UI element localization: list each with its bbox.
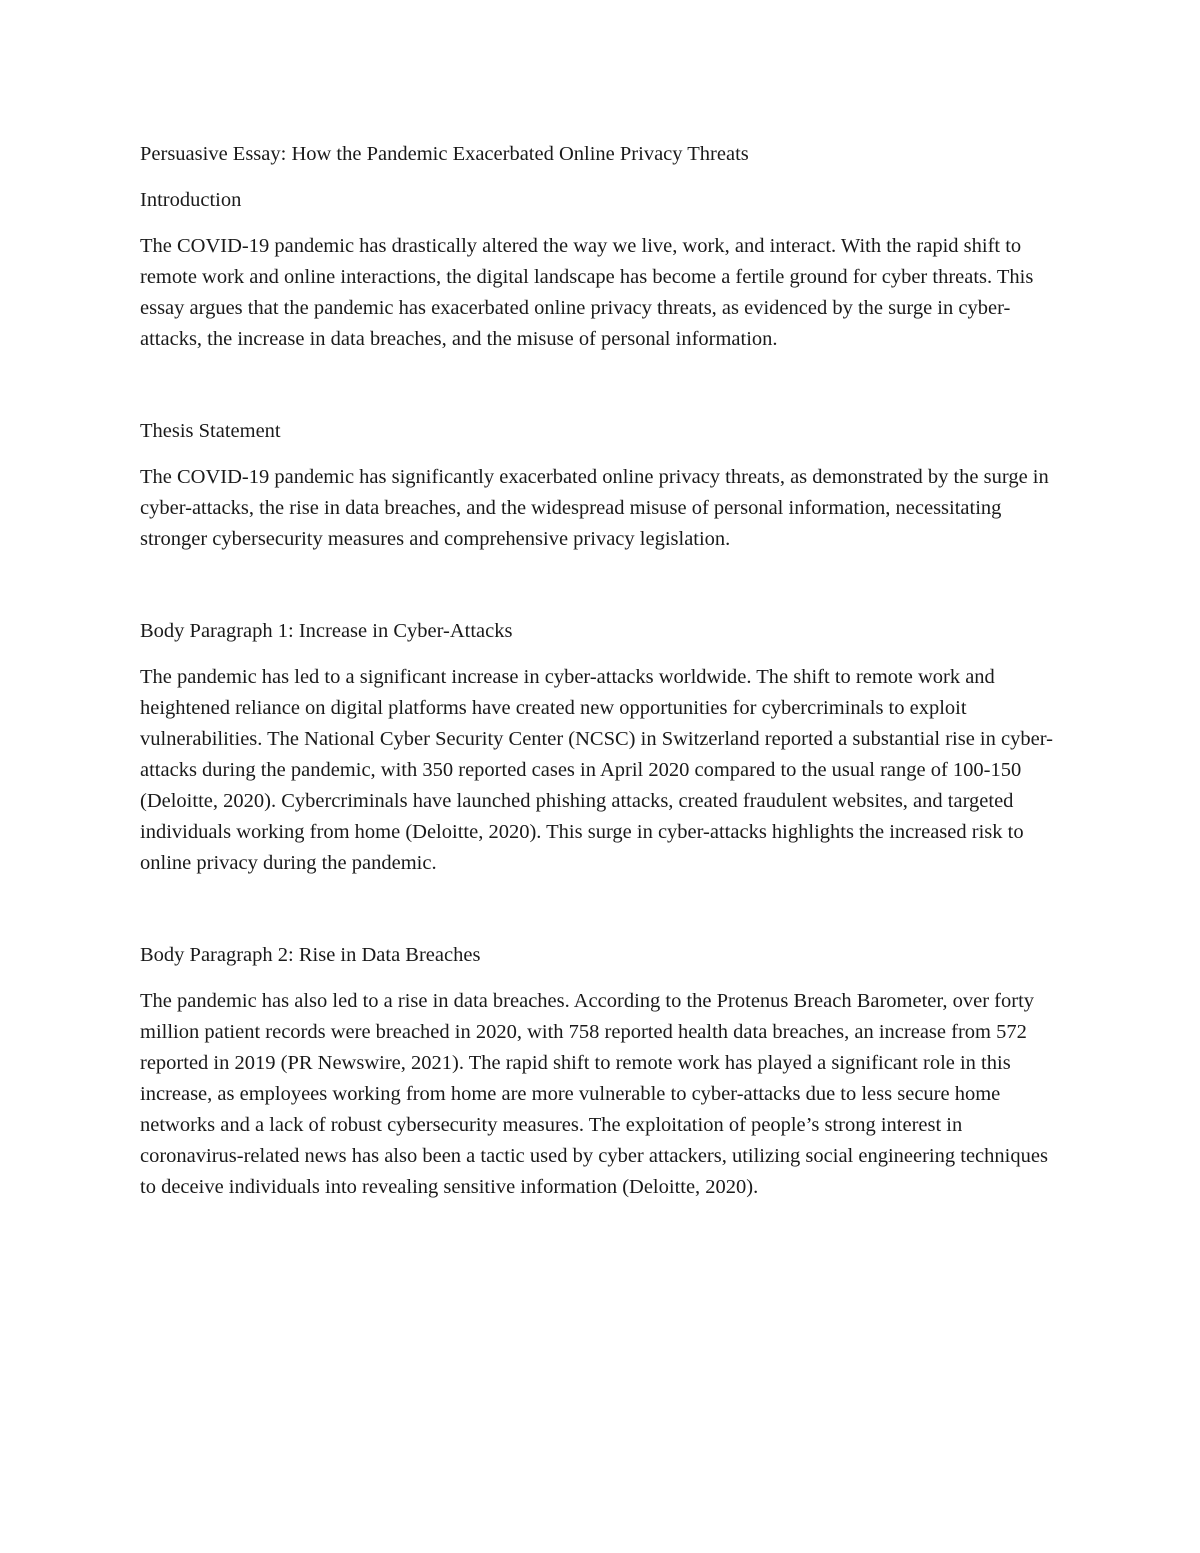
section-body-body-1: The pandemic has led to a significant increase in cyber-attacks worldwide. The shift to remote work and heightened reliance on digital platforms have created new opportunities for cybercriminals to exploit vulnerabilities. The National Cyber Security Center (NCSC) in Switzerland reported a substantial rise in cyber-attacks during the pandemic, with 350 reported cases in April 2020 compared to the usual range of 100-150 (Deloitte, 2020). Cybercriminals have launched phishing attacks, created fraudulent websites, and targeted individuals working from home (Deloitte, 2020). This surge in cyber-attacks highlights the increased risk to online privacy during the pandemic. bbox=[140, 666, 1053, 874]
section-body-body-2: The pandemic has also led to a rise in data breaches. According to the Protenus Breach Barometer, over forty million patient records were breached in 2020, with 758 reported health data breaches, an increase from 572 reported in 2019 (PR Newswire, 2021). The rapid shift to remote work has played a significant role in this increase, as employees working from home are more vulnerable to cyber-attacks due to less secure home networks and a lack of robust cybersecurity measures. The exploitation of people’s strong interest in coronavirus-related news has also been a tactic used by cyber attackers, utilizing social engineering techniques to deceive individuals into revealing sensitive information (Deloitte, 2020). bbox=[140, 990, 1048, 1198]
section-heading-thesis: Thesis Statement bbox=[140, 420, 281, 442]
section-heading-introduction: Introduction bbox=[140, 189, 242, 211]
section-body-introduction: The COVID-19 pandemic has drastically altered the way we live, work, and interact. With the rapid shift to remote work and online interactions, the digital landscape has become a fertile ground for cyber threats. This essay argues that the pandemic has exacerbated online privacy threats, as evidenced by the surge in cyber-attacks, the increase in data breaches, and the misuse of personal information. bbox=[140, 235, 1034, 350]
section-body-thesis: The COVID-19 pandemic has significantly exacerbated online privacy threats, as demonstrated by the surge in cyber-attacks, the rise in data breaches, and the widespread misuse of personal information, necessitating stronger cybersecurity measures and comprehensive privacy legislation. bbox=[140, 466, 1049, 550]
essay-title: Persuasive Essay: How the Pandemic Exacerbated Online Privacy Threats bbox=[140, 143, 749, 165]
essay-content bbox=[140, 139, 1060, 1203]
section-heading-body-2: Body Paragraph 2: Rise in Data Breaches bbox=[140, 944, 481, 966]
section-heading-body-1: Body Paragraph 1: Increase in Cyber-Attacks bbox=[140, 620, 513, 642]
